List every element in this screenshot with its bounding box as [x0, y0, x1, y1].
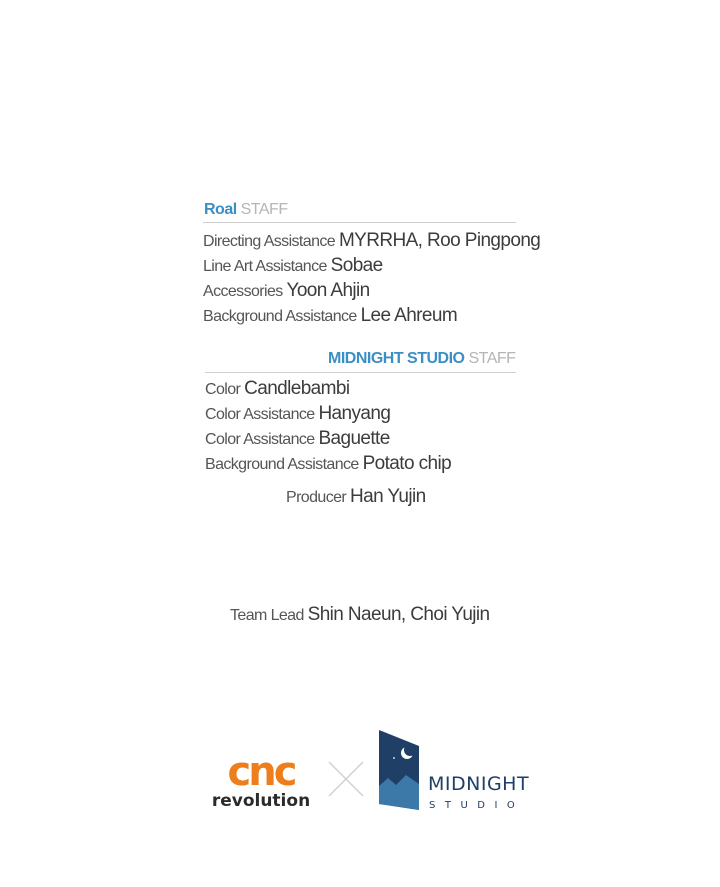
midnight-heading-highlight: MIDNIGHT STUDIO — [328, 350, 465, 367]
credit-line — [205, 428, 390, 450]
midnight-wordmark: MIDNIGHT — [428, 773, 530, 795]
midnight-heading-rest: STAFF — [468, 350, 516, 367]
credit-line — [205, 453, 451, 475]
credit-role: Accessories — [203, 283, 283, 300]
roal-staff-heading — [204, 201, 288, 219]
midnight-divider — [205, 372, 516, 373]
credit-name: MYRRHA, Roo Pingpong — [338, 230, 541, 251]
credit-name: Yoon Ahjin — [286, 280, 370, 301]
producer-line — [286, 486, 426, 508]
collaboration-x-icon — [326, 759, 366, 799]
credit-line — [203, 280, 370, 302]
cnc-mark: cnc — [227, 752, 295, 795]
cnc-logo-graphic — [206, 752, 316, 810]
credit-name: Lee Ahreum — [360, 305, 458, 326]
credit-name: Hanyang — [318, 403, 391, 424]
cnc-wordmark: revolution — [211, 791, 311, 810]
producer-role: Producer — [286, 489, 347, 506]
credit-role: Background Assistance — [203, 308, 357, 325]
credit-name: Potato chip — [362, 453, 452, 474]
credit-line — [205, 378, 349, 400]
credit-line — [203, 305, 457, 327]
team-lead-line — [230, 604, 490, 626]
team-lead-name: Shin Naeun, Choi Yujin — [307, 604, 490, 625]
midnight-logo-graphic — [376, 728, 536, 812]
crescent-moon-icon — [404, 744, 416, 756]
credit-role: Color — [205, 381, 241, 398]
producer-name: Han Yujin — [349, 486, 426, 507]
credit-name: Candlebambi — [244, 378, 350, 399]
credit-line — [203, 230, 540, 252]
roal-divider — [203, 222, 516, 223]
cnc-revolution-logo — [206, 752, 316, 810]
midnight-staff-heading — [328, 350, 515, 368]
credit-name: Sobae — [330, 255, 383, 276]
credit-role: Directing Assistance — [203, 233, 336, 250]
credit-role: Line Art Assistance — [203, 258, 327, 275]
team-lead-role: Team Lead — [230, 607, 304, 624]
credit-name: Baguette — [318, 428, 390, 449]
roal-heading-rest: STAFF — [240, 201, 288, 218]
studio-wordmark: STUDIO — [429, 800, 525, 811]
roal-heading-highlight: Roal — [204, 201, 237, 218]
credit-role: Background Assistance — [205, 456, 359, 473]
credit-line — [203, 255, 383, 277]
midnight-studio-logo — [376, 728, 536, 812]
credit-line — [205, 403, 390, 425]
credit-role: Color Assistance — [205, 406, 315, 423]
credit-role: Color Assistance — [205, 431, 315, 448]
